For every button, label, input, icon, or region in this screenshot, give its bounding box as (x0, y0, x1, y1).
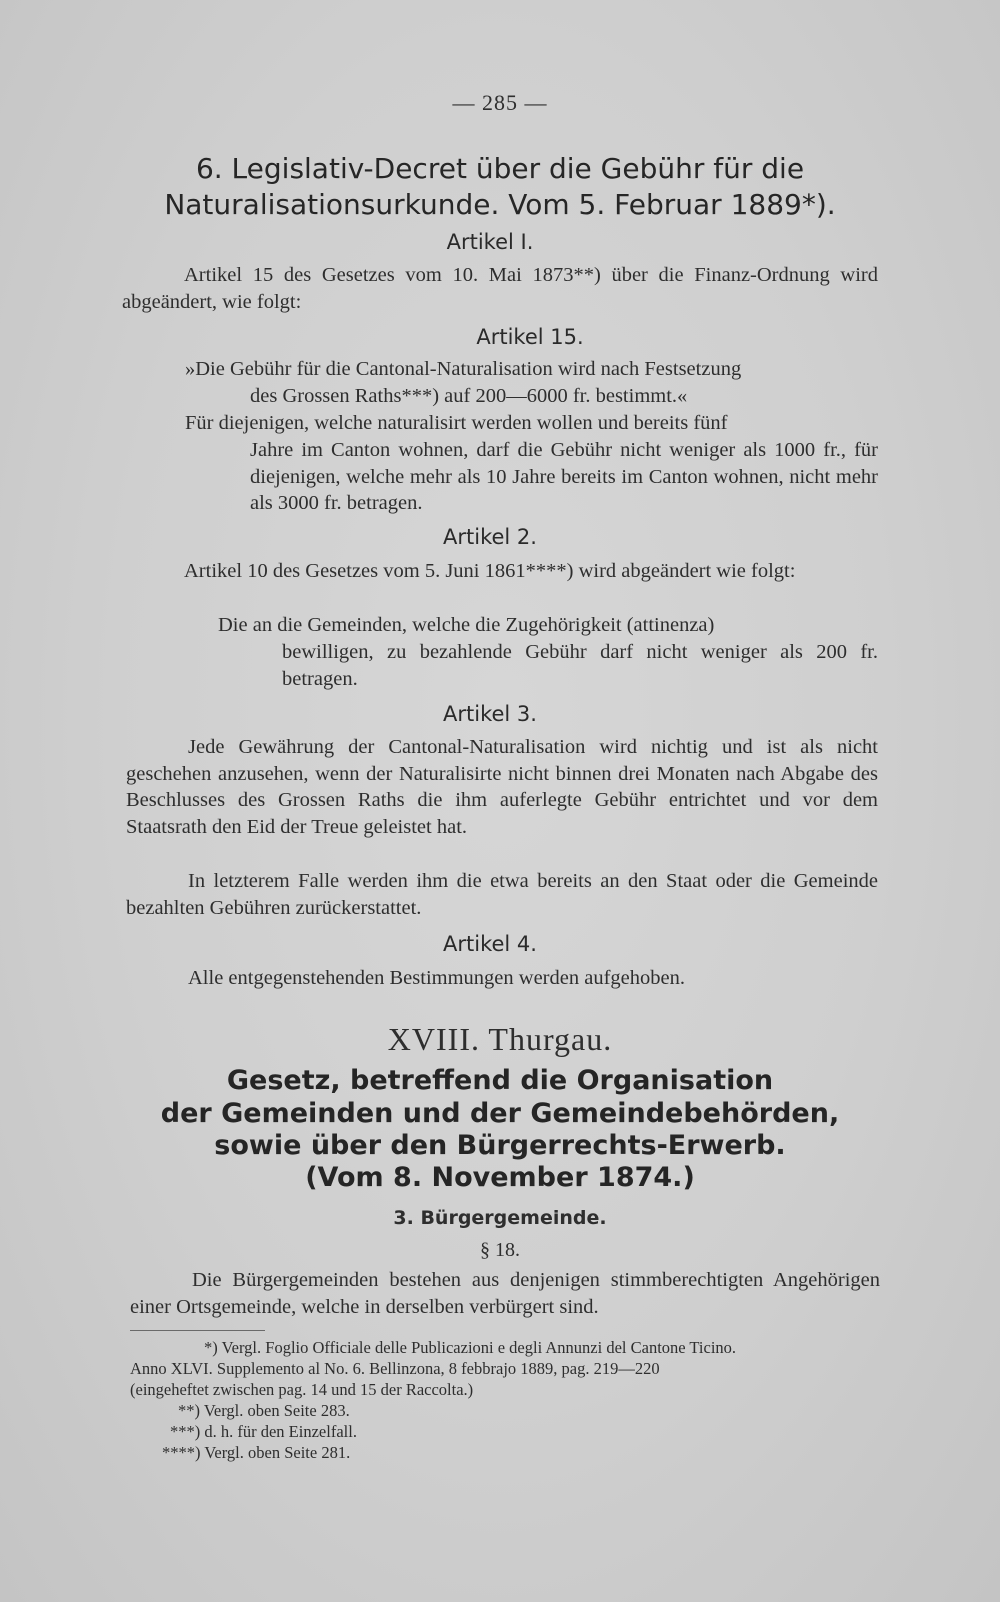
article-3-text1: Jede Gewährung der Cantonal-Naturalisation wird nichtig und ist als nicht geschehen anzusehen, wenn der Naturalisirte nicht binnen drei Monaten nach Abgabe des Beschlusses des Grossen Raths die ihm auferlegte Gebühr entrichtet und vor dem Staatsrath den Eid der Treue geleistet hat. (126, 736, 878, 838)
decree-title-line1: 6. Legislativ-Decret über die Gebühr für die (195, 152, 805, 185)
article-15-para-rest: Jahre im Canton wohnen, darf die Gebühr nicht weniger als 1000 fr., für diejenigen, welche mehr als 10 Jahre bereits im Canton wohnen, nicht mehr als 3000 fr. betragen. (250, 439, 878, 514)
footnote-1-line2: Anno XLVI. Supplemento al No. 6. Bellinzona, 8 febbrajo 1889, pag. 219—220 (130, 1359, 660, 1378)
footnote-1-line3: (eingeheftet zwischen pag. 14 und 15 der Raccolta.) (130, 1380, 474, 1399)
sub-heading: 3. Bürgergemeinde. (393, 1207, 607, 1229)
footnote-2: **) Vergl. oben Seite 283. (178, 1401, 350, 1420)
footnote-4: ****) Vergl. oben Seite 281. (162, 1443, 351, 1462)
article-15-quote-first: »Die Gebühr für die Cantonal-Naturalisation wird nach Festsetzung (185, 358, 742, 380)
decree-title-line2: Naturalisationsurkunde. Vom 5. Februar 1889*). (164, 188, 836, 221)
footnote-3: ***) d. h. für den Einzelfall. (170, 1422, 357, 1441)
article-4-text: Alle entgegenstehenden Bestimmungen werden aufgehoben. (188, 967, 685, 989)
law-title-line4: (Vom 8. November 1874.) (305, 1162, 695, 1193)
article-15-quote-rest: des Grossen Raths***) auf 200—6000 fr. bestimmt.« (250, 385, 688, 407)
footnote-1-line1: *) Vergl. Foglio Officiale delle Publicazioni e degli Annunzi del Cantone Ticino. (204, 1338, 737, 1357)
footnote-rule (130, 1330, 265, 1331)
paragraph-sign: § 18. (480, 1239, 520, 1261)
law-title-line3: sowie über den Bürgerrechts-Erwerb. (214, 1130, 786, 1161)
paragraph-18-text: Die Bürgergemeinden bestehen aus denjenigen stimmberechtigten Angehörigen einer Ortsgemeinde, welche in derselben verbürgert sind. (130, 1269, 880, 1318)
page-number: — 285 — (452, 90, 548, 115)
article-2-quote-rest: bewilligen, zu bezahlende Gebühr darf nicht weniger als 200 fr. betragen. (282, 641, 878, 690)
article-15-para-first: Für diejenigen, welche naturalisirt werden wollen und bereits fünf (185, 412, 728, 434)
article-2-heading: Artikel 2. (443, 525, 537, 549)
law-title-line2: der Gemeinden und der Gemeindebehörden, (160, 1098, 840, 1129)
section-heading: XVIII. Thurgau. (387, 1021, 613, 1057)
article-3-text2: In letzterem Falle werden ihm die etwa bereits an den Staat oder die Gemeinde bezahlten Gebühren zurückerstattet. (126, 870, 878, 919)
article-4-heading: Artikel 4. (443, 932, 537, 956)
article-1-heading: Artikel I. (446, 230, 534, 254)
article-3-heading: Artikel 3. (443, 702, 537, 726)
article-15-heading: Artikel 15. (476, 325, 584, 349)
article-2-text: Artikel 10 des Gesetzes vom 5. Juni 1861****) wird abgeändert wie folgt: (184, 560, 796, 582)
law-title-line1: Gesetz, betreffend die Organisation (226, 1065, 774, 1096)
article-2-quote-first: Die an die Gemeinden, welche die Zugehörigkeit (attinenza) (218, 614, 715, 636)
article-1-text: Artikel 15 des Gesetzes vom 10. Mai 1873**) über die Finanz-Ordnung wird abgeändert, wie folgt: (122, 264, 878, 313)
